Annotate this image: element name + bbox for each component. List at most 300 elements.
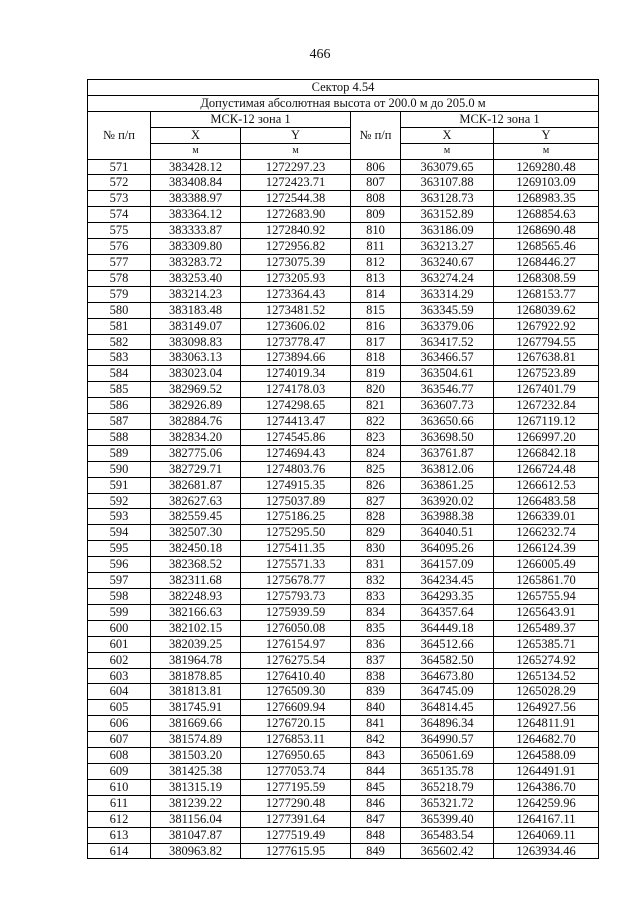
cell-y-right: 1264588.09 <box>494 748 599 764</box>
table-row <box>88 748 599 764</box>
cell-index-right: 814 <box>351 286 401 302</box>
cell-x-right: 364095.26 <box>401 541 494 557</box>
cell-index-left: 598 <box>88 589 151 605</box>
cell-x-left: 382627.63 <box>151 493 241 509</box>
coordinates-table <box>87 79 599 859</box>
cell-index-left: 596 <box>88 557 151 573</box>
cell-index-right: 818 <box>351 350 401 366</box>
cell-x-right: 364814.45 <box>401 700 494 716</box>
cell-y-left: 1276950.65 <box>241 748 351 764</box>
cell-y-right: 1267794.55 <box>494 334 599 350</box>
cell-index-right: 839 <box>351 684 401 700</box>
cell-y-left: 1275793.73 <box>241 589 351 605</box>
cell-y-right: 1268983.35 <box>494 191 599 207</box>
cell-x-left: 382834.20 <box>151 429 241 445</box>
cell-index-left: 575 <box>88 223 151 239</box>
cell-x-left: 383364.12 <box>151 207 241 223</box>
cell-y-right: 1265643.91 <box>494 604 599 620</box>
crs-header-right: МСК-12 зона 1 <box>401 111 599 127</box>
cell-index-right: 817 <box>351 334 401 350</box>
table-row <box>88 175 599 191</box>
x-unit-right: м <box>401 143 494 159</box>
table-row <box>88 589 599 605</box>
table-row <box>88 477 599 493</box>
cell-y-right: 1266232.74 <box>494 525 599 541</box>
table-row <box>88 604 599 620</box>
cell-x-left: 382166.63 <box>151 604 241 620</box>
cell-index-right: 811 <box>351 239 401 255</box>
cell-y-right: 1264491.91 <box>494 763 599 779</box>
cell-y-right: 1264811.91 <box>494 716 599 732</box>
cell-y-left: 1274915.35 <box>241 477 351 493</box>
cell-y-left: 1275186.25 <box>241 509 351 525</box>
cell-index-right: 807 <box>351 175 401 191</box>
cell-y-left: 1273364.43 <box>241 286 351 302</box>
cell-index-right: 841 <box>351 716 401 732</box>
cell-x-left: 382450.18 <box>151 541 241 557</box>
table-row <box>88 318 599 334</box>
table-row <box>88 350 599 366</box>
cell-x-right: 364293.35 <box>401 589 494 605</box>
cell-index-left: 594 <box>88 525 151 541</box>
cell-y-left: 1275571.33 <box>241 557 351 573</box>
cell-index-left: 576 <box>88 239 151 255</box>
cell-y-left: 1274413.47 <box>241 414 351 430</box>
cell-x-left: 381964.78 <box>151 652 241 668</box>
cell-x-left: 381878.85 <box>151 668 241 684</box>
cell-index-right: 824 <box>351 445 401 461</box>
cell-y-right: 1266724.48 <box>494 461 599 477</box>
cell-index-left: 573 <box>88 191 151 207</box>
cell-index-left: 580 <box>88 302 151 318</box>
cell-index-right: 837 <box>351 652 401 668</box>
cell-index-right: 845 <box>351 779 401 795</box>
cell-index-left: 595 <box>88 541 151 557</box>
table-row <box>88 239 599 255</box>
cell-y-right: 1266842.18 <box>494 445 599 461</box>
cell-index-right: 813 <box>351 270 401 286</box>
cell-x-right: 365483.54 <box>401 827 494 843</box>
cell-y-right: 1269280.48 <box>494 159 599 175</box>
cell-y-right: 1265385.71 <box>494 636 599 652</box>
table-row <box>88 700 599 716</box>
table-row <box>88 732 599 748</box>
cell-x-left: 382248.93 <box>151 589 241 605</box>
cell-index-right: 849 <box>351 843 401 859</box>
cell-index-left: 585 <box>88 382 151 398</box>
cell-index-left: 582 <box>88 334 151 350</box>
cell-x-right: 363379.06 <box>401 318 494 334</box>
cell-y-right: 1265489.37 <box>494 620 599 636</box>
table-row <box>88 270 599 286</box>
cell-x-left: 382969.52 <box>151 382 241 398</box>
table-row <box>88 811 599 827</box>
cell-x-left: 381503.20 <box>151 748 241 764</box>
cell-x-left: 382039.25 <box>151 636 241 652</box>
cell-y-right: 1264682.70 <box>494 732 599 748</box>
table-row <box>88 302 599 318</box>
cell-y-left: 1273778.47 <box>241 334 351 350</box>
cell-index-left: 588 <box>88 429 151 445</box>
cell-index-right: 829 <box>351 525 401 541</box>
cell-x-right: 363650.66 <box>401 414 494 430</box>
index-header-left: № п/п <box>88 111 151 159</box>
cell-x-left: 382775.06 <box>151 445 241 461</box>
cell-index-left: 584 <box>88 366 151 382</box>
cell-index-right: 816 <box>351 318 401 334</box>
table-row <box>88 636 599 652</box>
cell-index-right: 823 <box>351 429 401 445</box>
cell-index-left: 597 <box>88 573 151 589</box>
table-row <box>88 429 599 445</box>
cell-y-right: 1266339.01 <box>494 509 599 525</box>
cell-index-right: 842 <box>351 732 401 748</box>
cell-index-right: 831 <box>351 557 401 573</box>
cell-x-left: 382102.15 <box>151 620 241 636</box>
cell-index-left: 577 <box>88 254 151 270</box>
cell-x-right: 363761.87 <box>401 445 494 461</box>
cell-y-left: 1275411.35 <box>241 541 351 557</box>
cell-x-left: 381315.19 <box>151 779 241 795</box>
cell-y-right: 1265274.92 <box>494 652 599 668</box>
table-body <box>88 159 599 859</box>
cell-index-left: 587 <box>88 414 151 430</box>
cell-x-left: 382311.68 <box>151 573 241 589</box>
cell-x-left: 381239.22 <box>151 795 241 811</box>
cell-y-right: 1268153.77 <box>494 286 599 302</box>
cell-y-right: 1264259.96 <box>494 795 599 811</box>
y-unit-right: м <box>494 143 599 159</box>
cell-y-left: 1272683.90 <box>241 207 351 223</box>
cell-y-right: 1267638.81 <box>494 350 599 366</box>
table-row <box>88 254 599 270</box>
cell-index-left: 583 <box>88 350 151 366</box>
cell-index-left: 603 <box>88 668 151 684</box>
table-row <box>88 525 599 541</box>
cell-index-right: 819 <box>351 366 401 382</box>
cell-index-left: 572 <box>88 175 151 191</box>
cell-index-right: 806 <box>351 159 401 175</box>
cell-x-right: 364673.80 <box>401 668 494 684</box>
cell-index-left: 604 <box>88 684 151 700</box>
cell-x-right: 364896.34 <box>401 716 494 732</box>
cell-index-left: 614 <box>88 843 151 859</box>
cell-y-right: 1267401.79 <box>494 382 599 398</box>
table-row <box>88 541 599 557</box>
cell-y-right: 1266483.58 <box>494 493 599 509</box>
cell-index-right: 810 <box>351 223 401 239</box>
cell-x-left: 382559.45 <box>151 509 241 525</box>
table-row <box>88 684 599 700</box>
cell-y-left: 1277391.64 <box>241 811 351 827</box>
cell-index-left: 591 <box>88 477 151 493</box>
cell-index-left: 592 <box>88 493 151 509</box>
cell-x-right: 364234.45 <box>401 573 494 589</box>
cell-index-right: 834 <box>351 604 401 620</box>
table-row <box>88 763 599 779</box>
cell-x-left: 381669.66 <box>151 716 241 732</box>
cell-index-left: 607 <box>88 732 151 748</box>
cell-y-right: 1267119.12 <box>494 414 599 430</box>
cell-x-right: 363546.77 <box>401 382 494 398</box>
cell-y-left: 1273606.02 <box>241 318 351 334</box>
cell-y-right: 1268308.59 <box>494 270 599 286</box>
cell-x-right: 363504.61 <box>401 366 494 382</box>
cell-x-right: 365399.40 <box>401 811 494 827</box>
cell-index-right: 835 <box>351 620 401 636</box>
cell-index-left: 590 <box>88 461 151 477</box>
cell-x-right: 363213.27 <box>401 239 494 255</box>
cell-index-left: 610 <box>88 779 151 795</box>
cell-index-left: 586 <box>88 398 151 414</box>
table-row <box>88 716 599 732</box>
cell-x-right: 363920.02 <box>401 493 494 509</box>
cell-index-left: 578 <box>88 270 151 286</box>
cell-index-right: 836 <box>351 636 401 652</box>
cell-x-left: 382681.87 <box>151 477 241 493</box>
cell-index-right: 828 <box>351 509 401 525</box>
cell-index-right: 848 <box>351 827 401 843</box>
cell-index-right: 833 <box>351 589 401 605</box>
cell-y-left: 1273075.39 <box>241 254 351 270</box>
cell-y-right: 1266997.20 <box>494 429 599 445</box>
cell-y-right: 1267922.92 <box>494 318 599 334</box>
cell-x-right: 365602.42 <box>401 843 494 859</box>
cell-y-left: 1277290.48 <box>241 795 351 811</box>
cell-x-left: 382884.76 <box>151 414 241 430</box>
cell-y-right: 1264386.70 <box>494 779 599 795</box>
cell-x-right: 363417.52 <box>401 334 494 350</box>
table-row <box>88 620 599 636</box>
cell-x-right: 363345.59 <box>401 302 494 318</box>
cell-y-left: 1276154.97 <box>241 636 351 652</box>
cell-index-right: 821 <box>351 398 401 414</box>
cell-x-left: 383023.04 <box>151 366 241 382</box>
y-unit-left: м <box>241 143 351 159</box>
cell-x-right: 363314.29 <box>401 286 494 302</box>
cell-index-right: 827 <box>351 493 401 509</box>
table-row <box>88 334 599 350</box>
page-number: 466 <box>309 47 331 62</box>
cell-x-right: 363812.06 <box>401 461 494 477</box>
cell-index-left: 600 <box>88 620 151 636</box>
cell-index-right: 826 <box>351 477 401 493</box>
cell-x-right: 363698.50 <box>401 429 494 445</box>
table-row <box>88 445 599 461</box>
cell-y-right: 1268690.48 <box>494 223 599 239</box>
cell-y-left: 1277195.59 <box>241 779 351 795</box>
cell-index-right: 843 <box>351 748 401 764</box>
cell-index-left: 581 <box>88 318 151 334</box>
cell-index-left: 611 <box>88 795 151 811</box>
cell-y-left: 1275295.50 <box>241 525 351 541</box>
cell-y-left: 1274545.86 <box>241 429 351 445</box>
cell-y-right: 1268565.46 <box>494 239 599 255</box>
cell-y-left: 1276853.11 <box>241 732 351 748</box>
y-header-left: Y <box>241 127 351 143</box>
cell-y-right: 1266124.39 <box>494 541 599 557</box>
cell-x-left: 381425.38 <box>151 763 241 779</box>
cell-index-left: 571 <box>88 159 151 175</box>
y-header-right: Y <box>494 127 599 143</box>
table-row <box>88 286 599 302</box>
cell-y-right: 1265861.70 <box>494 573 599 589</box>
cell-x-left: 383149.07 <box>151 318 241 334</box>
cell-y-left: 1274178.03 <box>241 382 351 398</box>
height-limit: Допустимая абсолютная высота от 200.0 м до 205.0 м <box>88 95 599 111</box>
x-header-left: X <box>151 127 241 143</box>
cell-y-left: 1275037.89 <box>241 493 351 509</box>
cell-y-left: 1275678.77 <box>241 573 351 589</box>
cell-y-right: 1265028.29 <box>494 684 599 700</box>
cell-x-left: 382926.89 <box>151 398 241 414</box>
cell-y-left: 1276609.94 <box>241 700 351 716</box>
cell-x-left: 383283.72 <box>151 254 241 270</box>
x-unit-left: м <box>151 143 241 159</box>
cell-x-left: 383428.12 <box>151 159 241 175</box>
cell-y-right: 1267523.89 <box>494 366 599 382</box>
cell-x-right: 365061.69 <box>401 748 494 764</box>
cell-x-right: 365321.72 <box>401 795 494 811</box>
cell-index-right: 830 <box>351 541 401 557</box>
cell-x-right: 364990.57 <box>401 732 494 748</box>
table-row <box>88 366 599 382</box>
cell-y-left: 1276720.15 <box>241 716 351 732</box>
cell-y-left: 1272840.92 <box>241 223 351 239</box>
cell-x-right: 363274.24 <box>401 270 494 286</box>
cell-y-right: 1265755.94 <box>494 589 599 605</box>
table-row <box>88 223 599 239</box>
cell-index-right: 838 <box>351 668 401 684</box>
cell-index-right: 820 <box>351 382 401 398</box>
cell-x-left: 383063.13 <box>151 350 241 366</box>
cell-y-left: 1274694.43 <box>241 445 351 461</box>
cell-y-left: 1276275.54 <box>241 652 351 668</box>
cell-x-left: 383183.48 <box>151 302 241 318</box>
cell-x-right: 364512.66 <box>401 636 494 652</box>
cell-index-left: 579 <box>88 286 151 302</box>
cell-index-right: 832 <box>351 573 401 589</box>
cell-x-left: 380963.82 <box>151 843 241 859</box>
cell-x-right: 364449.18 <box>401 620 494 636</box>
cell-y-left: 1275939.59 <box>241 604 351 620</box>
cell-x-right: 364582.50 <box>401 652 494 668</box>
cell-y-left: 1277519.49 <box>241 827 351 843</box>
cell-x-left: 382507.30 <box>151 525 241 541</box>
cell-x-right: 363186.09 <box>401 223 494 239</box>
table-row <box>88 493 599 509</box>
cell-x-left: 382729.71 <box>151 461 241 477</box>
cell-index-left: 612 <box>88 811 151 827</box>
cell-index-left: 601 <box>88 636 151 652</box>
cell-index-right: 844 <box>351 763 401 779</box>
cell-index-left: 608 <box>88 748 151 764</box>
cell-x-right: 363107.88 <box>401 175 494 191</box>
cell-x-left: 383388.97 <box>151 191 241 207</box>
cell-y-right: 1264927.56 <box>494 700 599 716</box>
sector-title: Сектор 4.54 <box>88 80 599 96</box>
table-row <box>88 414 599 430</box>
cell-index-right: 846 <box>351 795 401 811</box>
cell-x-left: 383309.80 <box>151 239 241 255</box>
cell-x-right: 363466.57 <box>401 350 494 366</box>
cell-x-left: 383253.40 <box>151 270 241 286</box>
table-row <box>88 509 599 525</box>
cell-index-left: 602 <box>88 652 151 668</box>
cell-y-left: 1273205.93 <box>241 270 351 286</box>
cell-x-left: 383333.87 <box>151 223 241 239</box>
cell-y-left: 1277615.95 <box>241 843 351 859</box>
cell-x-left: 383214.23 <box>151 286 241 302</box>
cell-y-left: 1274803.76 <box>241 461 351 477</box>
cell-y-right: 1268039.62 <box>494 302 599 318</box>
cell-index-right: 809 <box>351 207 401 223</box>
cell-y-right: 1266005.49 <box>494 557 599 573</box>
cell-x-left: 381813.81 <box>151 684 241 700</box>
cell-x-left: 383408.84 <box>151 175 241 191</box>
cell-x-right: 363861.25 <box>401 477 494 493</box>
cell-x-right: 364357.64 <box>401 604 494 620</box>
table-row <box>88 207 599 223</box>
cell-y-left: 1274019.34 <box>241 366 351 382</box>
table-row <box>88 382 599 398</box>
table-row <box>88 827 599 843</box>
cell-y-left: 1272956.82 <box>241 239 351 255</box>
table-row <box>88 398 599 414</box>
cell-x-right: 365135.78 <box>401 763 494 779</box>
cell-index-left: 574 <box>88 207 151 223</box>
cell-x-right: 364040.51 <box>401 525 494 541</box>
cell-y-right: 1266612.53 <box>494 477 599 493</box>
cell-y-right: 1264069.11 <box>494 827 599 843</box>
cell-y-right: 1267232.84 <box>494 398 599 414</box>
table-row <box>88 668 599 684</box>
cell-x-left: 381745.91 <box>151 700 241 716</box>
table-row <box>88 573 599 589</box>
cell-index-right: 815 <box>351 302 401 318</box>
cell-x-right: 364157.09 <box>401 557 494 573</box>
cell-x-right: 363988.38 <box>401 509 494 525</box>
cell-y-right: 1269103.09 <box>494 175 599 191</box>
cell-y-right: 1268854.63 <box>494 207 599 223</box>
cell-index-right: 812 <box>351 254 401 270</box>
cell-y-left: 1276410.40 <box>241 668 351 684</box>
cell-index-left: 606 <box>88 716 151 732</box>
cell-y-left: 1276509.30 <box>241 684 351 700</box>
cell-y-left: 1272297.23 <box>241 159 351 175</box>
cell-index-right: 847 <box>351 811 401 827</box>
table-row <box>88 843 599 859</box>
index-header-right: № п/п <box>351 111 401 159</box>
cell-index-right: 808 <box>351 191 401 207</box>
cell-y-left: 1272423.71 <box>241 175 351 191</box>
cell-y-left: 1272544.38 <box>241 191 351 207</box>
cell-x-right: 365218.79 <box>401 779 494 795</box>
cell-index-right: 825 <box>351 461 401 477</box>
table-row <box>88 191 599 207</box>
cell-index-left: 593 <box>88 509 151 525</box>
cell-x-right: 363152.89 <box>401 207 494 223</box>
cell-y-right: 1264167.11 <box>494 811 599 827</box>
cell-y-left: 1273481.52 <box>241 302 351 318</box>
cell-index-right: 822 <box>351 414 401 430</box>
cell-x-left: 381574.89 <box>151 732 241 748</box>
cell-y-right: 1263934.46 <box>494 843 599 859</box>
cell-index-left: 609 <box>88 763 151 779</box>
table-row <box>88 795 599 811</box>
x-header-right: X <box>401 127 494 143</box>
cell-y-left: 1276050.08 <box>241 620 351 636</box>
